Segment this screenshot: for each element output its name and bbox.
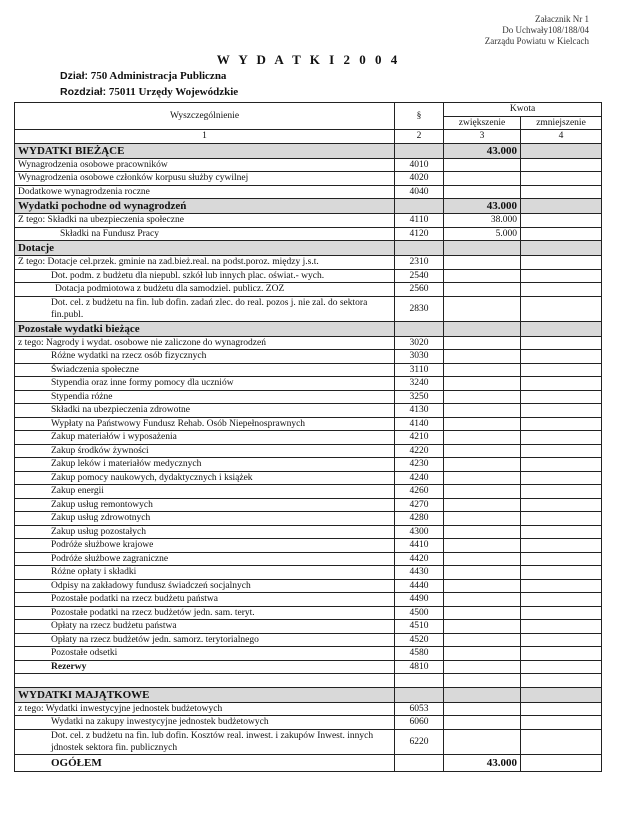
row-paragraph: 4220: [395, 444, 444, 458]
header-num-4: 4: [521, 130, 602, 144]
row-description: Różne opłaty i składki: [15, 566, 395, 580]
table-row: [15, 296, 602, 321]
row-description: Pozostałe podatki na rzecz budżetu państwa: [15, 593, 395, 607]
row-paragraph: 6053: [395, 702, 444, 716]
row-decrease: [521, 296, 602, 321]
dzial-line: [60, 70, 226, 82]
row-increase: [444, 620, 521, 634]
table-row: [15, 606, 602, 620]
row-paragraph: 4420: [395, 552, 444, 566]
row-increase: [444, 647, 521, 661]
row-paragraph: 2540: [395, 269, 444, 283]
table-row: [15, 417, 602, 431]
table-row: [15, 485, 602, 499]
table-row: [15, 620, 602, 634]
row-decrease: [521, 579, 602, 593]
row-description: Z tego: Składki na ubezpieczenia społeczne: [15, 214, 395, 228]
row-decrease: [521, 404, 602, 418]
row-increase: [444, 702, 521, 716]
section-row: [15, 143, 602, 158]
row-increase: [444, 185, 521, 199]
section-row: [15, 241, 602, 256]
row-paragraph: 4260: [395, 485, 444, 499]
annex-line-1: Załacznik Nr 1: [535, 14, 589, 24]
table-row: [15, 512, 602, 526]
row-description: z tego: Nagrody i wydat. osobowe nie zaliczone do wynagrodzeń: [15, 336, 395, 350]
row-decrease: [521, 754, 602, 771]
table-row: [15, 404, 602, 418]
row-decrease: [521, 269, 602, 283]
row-description: Dotacje: [15, 241, 395, 256]
row-description: Zakup materiałów i wyposażenia: [15, 431, 395, 445]
row-paragraph: [395, 674, 444, 688]
table-row: [15, 716, 602, 730]
row-decrease: [521, 566, 602, 580]
row-decrease: [521, 256, 602, 270]
row-decrease: [521, 417, 602, 431]
row-decrease: [521, 525, 602, 539]
table-row: [15, 350, 602, 364]
row-paragraph: 4520: [395, 633, 444, 647]
row-increase: 43.000: [444, 754, 521, 771]
table-row: [15, 525, 602, 539]
row-paragraph: 4430: [395, 566, 444, 580]
row-increase: [444, 172, 521, 186]
row-increase: [444, 606, 521, 620]
row-description: Podróże służbowe krajowe: [15, 539, 395, 553]
header-num-2: 2: [395, 130, 444, 144]
row-decrease: [521, 227, 602, 241]
row-increase: 43.000: [444, 199, 521, 214]
row-increase: [444, 417, 521, 431]
row-paragraph: 4040: [395, 185, 444, 199]
table-row: [15, 702, 602, 716]
row-increase: [444, 296, 521, 321]
row-paragraph: 3020: [395, 336, 444, 350]
row-description: Pozostałe odsetki: [15, 647, 395, 661]
row-description: Dot. podm. z budżetu dla niepubl. szkół lub innych plac. oświat.- wych.: [15, 269, 395, 283]
row-decrease: [521, 390, 602, 404]
row-paragraph: 4120: [395, 227, 444, 241]
table-row: [15, 729, 602, 754]
row-decrease: [521, 593, 602, 607]
row-paragraph: 2830: [395, 296, 444, 321]
row-increase: [444, 377, 521, 391]
header-num-3: 3: [444, 130, 521, 144]
row-increase: [444, 485, 521, 499]
row-decrease: [521, 606, 602, 620]
row-description: Składki na ubezpieczenia zdrowotne: [15, 404, 395, 418]
row-increase: [444, 525, 521, 539]
row-paragraph: 6220: [395, 729, 444, 754]
row-paragraph: 4130: [395, 404, 444, 418]
table-row: [15, 539, 602, 553]
row-paragraph: 4500: [395, 606, 444, 620]
row-increase: [444, 336, 521, 350]
dzial-label: Dział:: [60, 70, 89, 82]
row-increase: [444, 552, 521, 566]
section-row: [15, 199, 602, 214]
row-increase: [444, 350, 521, 364]
row-description: Dot. cel. z budżetu na fin. lub dofin. zadań zlec. do real. pozos j. nie zal. do sektora fin.publ.: [15, 296, 395, 321]
row-decrease: [521, 444, 602, 458]
table-row: [15, 256, 602, 270]
table-row: [15, 283, 602, 297]
table-row: [15, 158, 602, 172]
row-paragraph: 4020: [395, 172, 444, 186]
table-row: [15, 552, 602, 566]
row-description: Wydatki pochodne od wynagrodzeń: [15, 199, 395, 214]
row-description: Wydatki na zakupy inwestycyjne jednostek budżetowych: [15, 716, 395, 730]
row-increase: [444, 390, 521, 404]
table-row: [15, 647, 602, 661]
table-row: [15, 377, 602, 391]
row-description: Zakup energii: [15, 485, 395, 499]
table-row: [15, 269, 602, 283]
row-paragraph: 4510: [395, 620, 444, 634]
row-description: Zakup leków i materiałów medycznych: [15, 458, 395, 472]
row-decrease: [521, 633, 602, 647]
row-increase: 38.000: [444, 214, 521, 228]
row-paragraph: [395, 321, 444, 336]
row-decrease: [521, 185, 602, 199]
row-paragraph: [395, 754, 444, 771]
row-increase: [444, 158, 521, 172]
row-description: Pozostałe wydatki bieżące: [15, 321, 395, 336]
row-paragraph: 3030: [395, 350, 444, 364]
row-increase: [444, 431, 521, 445]
row-decrease: [521, 674, 602, 688]
section-row: [15, 687, 602, 702]
row-decrease: [521, 458, 602, 472]
row-increase: [444, 512, 521, 526]
row-paragraph: [395, 241, 444, 256]
table-row: [15, 336, 602, 350]
row-paragraph: 4580: [395, 647, 444, 661]
row-decrease: [521, 350, 602, 364]
annex-line-2: Do Uchwały108/188/04: [502, 25, 589, 35]
row-increase: [444, 660, 521, 674]
row-decrease: [521, 716, 602, 730]
row-description: Dotacja podmiotowa z budżetu dla samodziel. publicz. ZOZ: [15, 283, 395, 297]
row-increase: [444, 241, 521, 256]
row-description: Zakup środków żywności: [15, 444, 395, 458]
table-row: [15, 471, 602, 485]
table-row: [15, 214, 602, 228]
header-increase: zwiększenie: [444, 116, 521, 130]
row-paragraph: 4270: [395, 498, 444, 512]
row-description: Z tego: Dotacje cel.przek. gminie na zad.bież.real. na podst.poroz. między j.s.t.: [15, 256, 395, 270]
table-row: [15, 172, 602, 186]
table-row: [15, 390, 602, 404]
row-description: Zakup usług remontowych: [15, 498, 395, 512]
row-increase: [444, 444, 521, 458]
row-description: Stypendia różne: [15, 390, 395, 404]
row-decrease: [521, 336, 602, 350]
row-decrease: [521, 158, 602, 172]
row-description: Różne wydatki na rzecz osób fizycznych: [15, 350, 395, 364]
row-description: Podróże służbowe zagraniczne: [15, 552, 395, 566]
row-description: Zakup usług zdrowotnych: [15, 512, 395, 526]
header-amount: Kwota: [444, 103, 602, 117]
row-increase: [444, 471, 521, 485]
table-row: [15, 498, 602, 512]
row-decrease: [521, 539, 602, 553]
row-paragraph: 4010: [395, 158, 444, 172]
table-row: [15, 363, 602, 377]
row-description: Świadczenia społeczne: [15, 363, 395, 377]
row-description: Pozostałe podatki na rzecz budżetów jedn. sam. teryt.: [15, 606, 395, 620]
section-row: [15, 321, 602, 336]
row-paragraph: 4300: [395, 525, 444, 539]
row-decrease: [521, 214, 602, 228]
rozdzial-value: 75011 Urzędy Wojewódzkie: [108, 86, 239, 98]
row-description: [15, 674, 395, 688]
row-description: Zakup usług pozostałych: [15, 525, 395, 539]
table-row: [15, 593, 602, 607]
row-paragraph: 2560: [395, 283, 444, 297]
row-description: Wynagrodzenia osobowe pracowników: [15, 158, 395, 172]
row-paragraph: 2310: [395, 256, 444, 270]
row-paragraph: [395, 199, 444, 214]
row-description: Rezerwy: [15, 660, 395, 674]
row-decrease: [521, 321, 602, 336]
table-row: [15, 660, 602, 674]
row-decrease: [521, 363, 602, 377]
row-paragraph: 4140: [395, 417, 444, 431]
row-paragraph: 4410: [395, 539, 444, 553]
row-description: Dot. cel. z budżetu na fin. lub dofin. Kosztów real. inwest. i zakupów Inwest. innych jdnostek sektora fin. publicznych: [15, 729, 395, 754]
row-increase: [444, 458, 521, 472]
row-decrease: [521, 241, 602, 256]
page-title: W Y D A T K I 2 0 0 4: [216, 52, 401, 67]
row-paragraph: 6060: [395, 716, 444, 730]
row-description: Wynagrodzenia osobowe członków korpusu służby cywilnej: [15, 172, 395, 186]
row-increase: [444, 579, 521, 593]
row-description: Dodatkowe wynagrodzenia roczne: [15, 185, 395, 199]
row-increase: [444, 283, 521, 297]
header-num-1: 1: [15, 130, 395, 144]
rozdzial-label: Rozdział:: [60, 86, 107, 98]
header-desc: Wyszczególnienie: [15, 103, 395, 130]
table-row: [15, 579, 602, 593]
row-description: Opłaty na rzecz budżetów jedn. samorz. terytorialnego: [15, 633, 395, 647]
row-description: WYDATKI MAJĄTKOWE: [15, 687, 395, 702]
row-description: Składki na Fundusz Pracy: [15, 227, 395, 241]
row-decrease: [521, 620, 602, 634]
row-increase: [444, 593, 521, 607]
row-decrease: [521, 377, 602, 391]
row-decrease: [521, 431, 602, 445]
row-description: Stypendia oraz inne formy pomocy dla uczniów: [15, 377, 395, 391]
row-decrease: [521, 283, 602, 297]
row-decrease: [521, 552, 602, 566]
row-paragraph: 3110: [395, 363, 444, 377]
row-decrease: [521, 199, 602, 214]
row-decrease: [521, 660, 602, 674]
row-increase: [444, 404, 521, 418]
row-increase: [444, 269, 521, 283]
table-row: [15, 185, 602, 199]
row-description: OGÓŁEM: [15, 754, 395, 771]
row-increase: 5.000: [444, 227, 521, 241]
table-row: [15, 227, 602, 241]
header-paragraph: §: [395, 103, 444, 130]
row-increase: [444, 674, 521, 688]
row-paragraph: 4110: [395, 214, 444, 228]
row-increase: [444, 498, 521, 512]
total-row: [15, 754, 602, 771]
row-decrease: [521, 687, 602, 702]
row-increase: [444, 716, 521, 730]
row-increase: [444, 321, 521, 336]
row-description: WYDATKI BIEŻĄCE: [15, 143, 395, 158]
annex-line-3: Zarządu Powiatu w Kielcach: [484, 36, 589, 46]
row-increase: 43.000: [444, 143, 521, 158]
row-increase: [444, 687, 521, 702]
row-paragraph: 3250: [395, 390, 444, 404]
row-decrease: [521, 471, 602, 485]
row-increase: [444, 729, 521, 754]
row-description: z tego: Wydatki inwestycyjne jednostek budżetowych: [15, 702, 395, 716]
table-row: [15, 566, 602, 580]
expenses-table: [14, 102, 602, 772]
table-row: [15, 458, 602, 472]
row-decrease: [521, 172, 602, 186]
table-row: [15, 674, 602, 688]
table-row: [15, 431, 602, 445]
rozdzial-line: [60, 86, 238, 98]
row-paragraph: 4210: [395, 431, 444, 445]
row-paragraph: 4810: [395, 660, 444, 674]
row-decrease: [521, 729, 602, 754]
table-row: [15, 444, 602, 458]
row-decrease: [521, 498, 602, 512]
row-decrease: [521, 512, 602, 526]
row-decrease: [521, 143, 602, 158]
row-decrease: [521, 647, 602, 661]
row-description: Odpisy na zakładowy fundusz świadczeń socjalnych: [15, 579, 395, 593]
table-row: [15, 633, 602, 647]
row-increase: [444, 566, 521, 580]
row-paragraph: [395, 687, 444, 702]
row-paragraph: 3240: [395, 377, 444, 391]
row-increase: [444, 633, 521, 647]
row-increase: [444, 256, 521, 270]
annex-note: [485, 14, 589, 47]
row-description: Wypłaty na Państwowy Fundusz Rehab. Osób Niepełnosprawnych: [15, 417, 395, 431]
dzial-value: 750 Administracja Publiczna: [90, 70, 227, 82]
header-decrease: zmniejszenie: [521, 116, 602, 130]
row-paragraph: 4240: [395, 471, 444, 485]
row-paragraph: 4440: [395, 579, 444, 593]
row-paragraph: 4230: [395, 458, 444, 472]
row-decrease: [521, 702, 602, 716]
row-paragraph: 4490: [395, 593, 444, 607]
row-increase: [444, 363, 521, 377]
row-description: Opłaty na rzecz budżetu państwa: [15, 620, 395, 634]
row-increase: [444, 539, 521, 553]
row-paragraph: [395, 143, 444, 158]
row-paragraph: 4280: [395, 512, 444, 526]
row-decrease: [521, 485, 602, 499]
row-description: Zakup pomocy naukowych, dydaktycznych i książek: [15, 471, 395, 485]
